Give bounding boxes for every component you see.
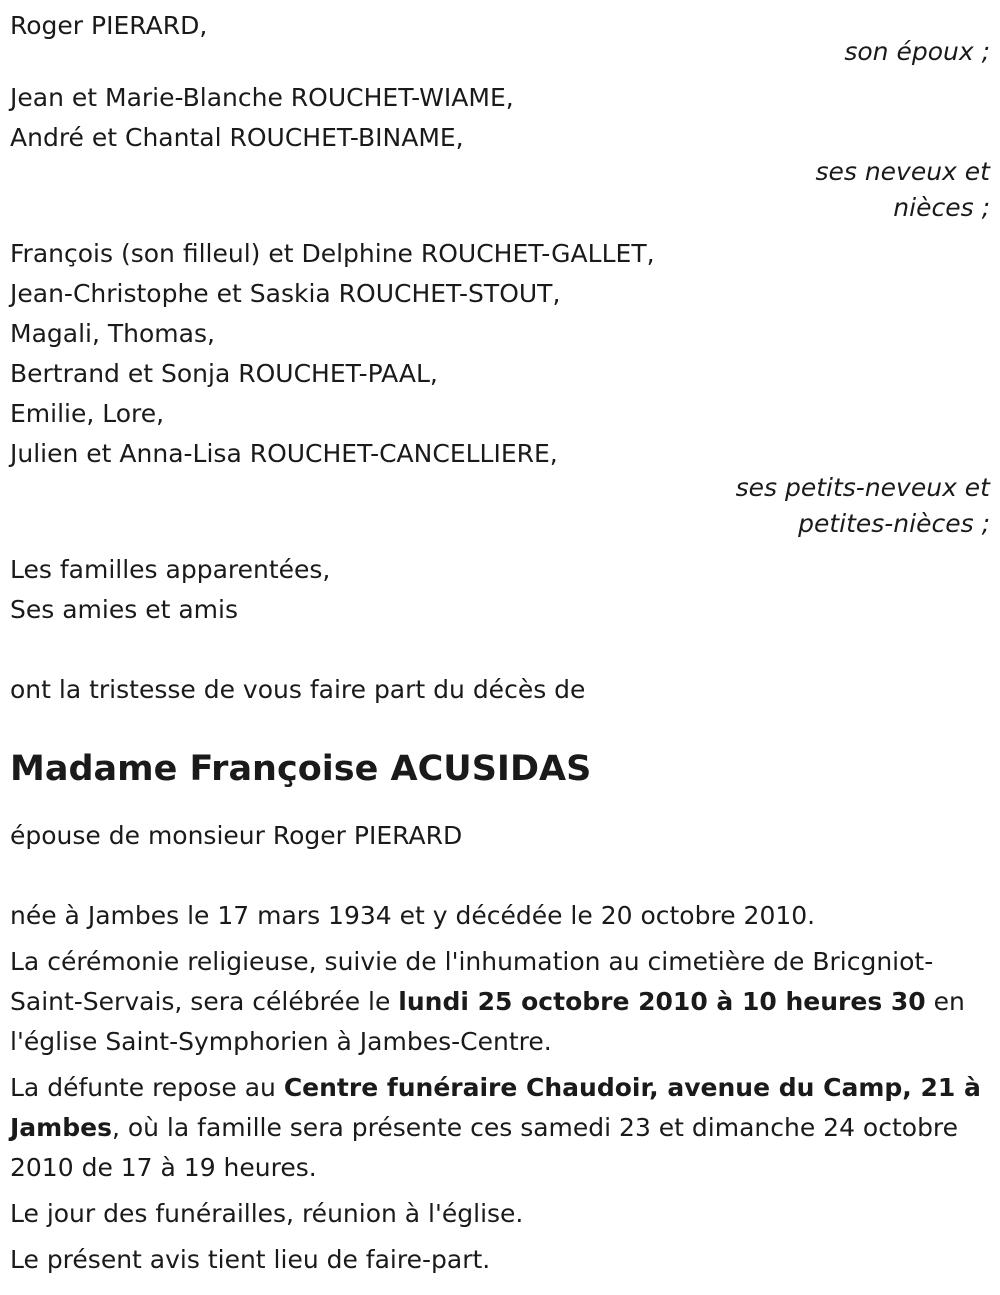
birth-death-text: née à Jambes le 17 mars 1934 et y décédée le 20 octobre 2010. bbox=[10, 901, 816, 930]
grandnephews-group bbox=[10, 234, 990, 544]
spouse-group bbox=[10, 6, 990, 72]
nephews-role-line-2: nièces ; bbox=[893, 193, 990, 222]
announcement-text: ont la tristesse de vous faire part du décès de bbox=[10, 675, 586, 704]
grandnephew-names-line: François (son filleul) et Delphine ROUCHET-GALLET, bbox=[10, 239, 655, 268]
other-relatives-group bbox=[10, 550, 990, 630]
other-relatives-line: Les familles apparentées, bbox=[10, 555, 331, 584]
nephews-group bbox=[10, 78, 990, 228]
spouse-role: son époux ; bbox=[844, 37, 990, 66]
spacer bbox=[10, 630, 990, 670]
nephews-role-line-1: ses neveux et bbox=[815, 157, 990, 186]
ceremony-text-after: en l'église Saint-Symphorien à Jambes-Centre. bbox=[10, 987, 965, 1056]
grandnephews-role-line-2: petites-nièces ; bbox=[798, 509, 990, 538]
meeting-text: Le jour des funérailles, réunion à l'église. bbox=[10, 1199, 524, 1228]
ceremony-text-before: La cérémonie religieuse, suivie de l'inhumation au cimetière de Bricgniot-Saint-Servais, sera célébrée le bbox=[10, 947, 934, 1016]
spacer bbox=[10, 710, 990, 734]
nephew-names-line: André et Chantal ROUCHET-BINAME, bbox=[10, 123, 464, 152]
rest-paragraph bbox=[10, 1068, 990, 1188]
ceremony-date: lundi 25 octobre 2010 à 10 heures 30 bbox=[398, 987, 926, 1016]
grandnephew-names-line: Emilie, Lore, bbox=[10, 399, 165, 428]
grandnephew-names-line: Julien et Anna-Lisa ROUCHET-CANCELLIERE, bbox=[10, 439, 558, 468]
nephew-names-line: Jean et Marie-Blanche ROUCHET-WIAME, bbox=[10, 83, 514, 112]
rest-text-after: , où la famille sera présente ces samedi 23 et dimanche 24 octobre 2010 de 17 à 19 heures. bbox=[10, 1113, 959, 1182]
deceased-name: Madame Françoise ACUSIDAS bbox=[10, 749, 592, 789]
other-relatives-line: Ses amies et amis bbox=[10, 595, 238, 624]
notice-text: Le présent avis tient lieu de faire-part. bbox=[10, 1245, 491, 1274]
grandnephews-role-line-1: ses petits-neveux et bbox=[735, 473, 990, 502]
spacer bbox=[10, 792, 990, 816]
spouse-name: Roger PIERARD, bbox=[10, 11, 208, 40]
rest-text-before: La défunte repose au bbox=[10, 1073, 284, 1102]
ceremony-paragraph bbox=[10, 942, 990, 1062]
grandnephew-names-line: Magali, Thomas, bbox=[10, 319, 215, 348]
funeral-home-address: Centre funéraire Chaudoir, avenue du Camp, 21 à Jambes bbox=[10, 1073, 981, 1142]
spouse-note: épouse de monsieur Roger PIERARD bbox=[10, 821, 463, 850]
grandnephew-names-line: Jean-Christophe et Saskia ROUCHET-STOUT, bbox=[10, 279, 561, 308]
grandnephew-names-line: Bertrand et Sonja ROUCHET-PAAL, bbox=[10, 359, 438, 388]
spacer bbox=[10, 856, 990, 896]
